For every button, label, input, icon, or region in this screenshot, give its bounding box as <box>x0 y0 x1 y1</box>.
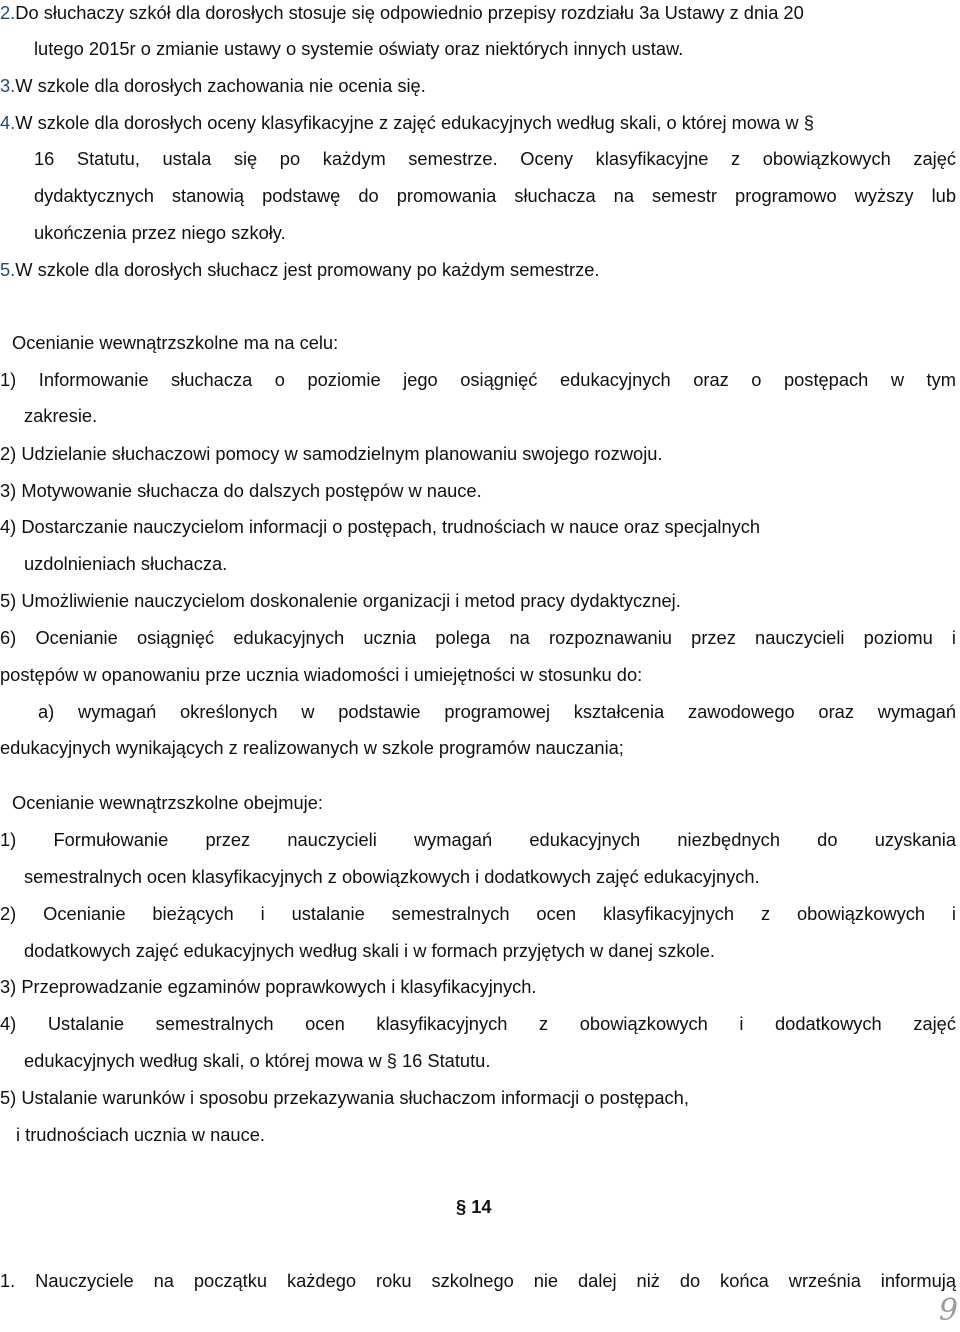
scope-5-line-1: 5) Ustalanie warunków i sposobu przekazywania słuchaczom informacji o postępach, <box>0 1087 689 1108</box>
scope-2-line-2: dodatkowych zajęć edukacyjnych według skali i w formach przyjętych w danej szkole. <box>24 940 715 961</box>
scope-heading: Ocenianie wewnątrzszkolne obejmuje: <box>12 792 323 813</box>
item-2-number: 2. <box>0 2 16 23</box>
item-2-line-2: lutego 2015r o zmianie ustawy o systemie oświaty oraz niektórych innych ustaw. <box>34 38 684 59</box>
section-14-paragraph-1: 1. Nauczyciele na początku każdego roku szkolnego nie dalej niż do końca września informują <box>0 1270 956 1291</box>
goal-3: 3) Motywowanie słuchacza do dalszych postępów w nauce. <box>0 480 482 501</box>
item-3-line-1: 3.W szkole dla dorosłych zachowania nie ocenia się. <box>0 75 426 96</box>
section-title: § 14 <box>456 1196 492 1217</box>
scope-2-line-1: 2) Ocenianie bieżących i ustalanie semestralnych ocen klasyfikacyjnych z obowiązkowych i <box>0 903 956 924</box>
item-3-number: 3. <box>0 75 16 96</box>
item-4-line-2: 16 Statutu, ustala się po każdym semestrze. Oceny klasyfikacyjne z obowiązkowych zajęć <box>34 148 956 169</box>
scope-3: 3) Przeprowadzanie egzaminów poprawkowych i klasyfikacyjnych. <box>0 976 537 997</box>
scope-4-line-1: 4) Ustalanie semestralnych ocen klasyfikacyjnych z obowiązkowych i dodatkowych zajęć <box>0 1013 956 1034</box>
item-2-line-1: 2.Do słuchaczy szkół dla dorosłych stosuje się odpowiednio przepisy rozdziału 3a Ustawy z dnia 20 <box>0 2 804 23</box>
goal-4-line-2: uzdolnieniach słuchacza. <box>24 553 228 574</box>
goal-1-line-1: 1) Informowanie słuchacza o poziomie jego osiągnięć edukacyjnych oraz o postępach w tym <box>0 369 956 390</box>
page-number: 9 <box>938 1293 958 1328</box>
scope-1-line-2: semestralnych ocen klasyfikacyjnych z obowiązkowych i dodatkowych zajęć edukacyjnych. <box>24 866 760 887</box>
goal-1-line-2: zakresie. <box>24 405 98 426</box>
scope-4-line-2: edukacyjnych według skali, o której mowa w § 16 Statutu. <box>24 1050 491 1071</box>
item-5-line-1: 5.W szkole dla dorosłych słuchacz jest promowany po każdym semestrze. <box>0 259 600 280</box>
goal-6-line-1: 6) Ocenianie osiągnięć edukacyjnych ucznia polega na rozpoznawaniu przez nauczycieli poziomu i <box>0 627 956 648</box>
goal-6-line-2: postępów w opanowaniu prze ucznia wiadomości i umiejętności w stosunku do: <box>0 664 643 685</box>
scope-1-line-1: 1) Formułowanie przez nauczycieli wymagań edukacyjnych niezbędnych do uzyskania <box>0 829 956 850</box>
goal-2: 2) Udzielanie słuchaczowi pomocy w samodzielnym planowaniu swojego rozwoju. <box>0 443 663 464</box>
goal-5: 5) Umożliwienie nauczycielom doskonalenie organizacji i metod pracy dydaktycznej. <box>0 590 681 611</box>
goal-4-line-1: 4) Dostarczanie nauczycielom informacji o postępach, trudnościach w nauce oraz specjalnych <box>0 516 761 537</box>
item-4-line-4: ukończenia przez niego szkoły. <box>34 222 286 243</box>
item-4-number: 4. <box>0 112 16 133</box>
item-5-number: 5. <box>0 259 16 280</box>
item-4-line-1: 4.W szkole dla dorosłych oceny klasyfikacyjne z zajęć edukacyjnych według skali, o której mowa w § <box>0 112 814 133</box>
goal-6a-line-2: edukacyjnych wynikających z realizowanych w szkole programów nauczania; <box>0 737 624 758</box>
item-4-line-3: dydaktycznych stanowią podstawę do promowania słuchacza na semestr programowo wyższy lub <box>34 185 956 206</box>
goal-6a-line-1: a) wymagań określonych w podstawie programowej kształcenia zawodowego oraz wymagań <box>38 701 956 722</box>
scope-5-line-2: i trudnościach ucznia w nauce. <box>16 1124 265 1145</box>
goals-heading: Ocenianie wewnątrzszkolne ma na celu: <box>12 332 339 353</box>
